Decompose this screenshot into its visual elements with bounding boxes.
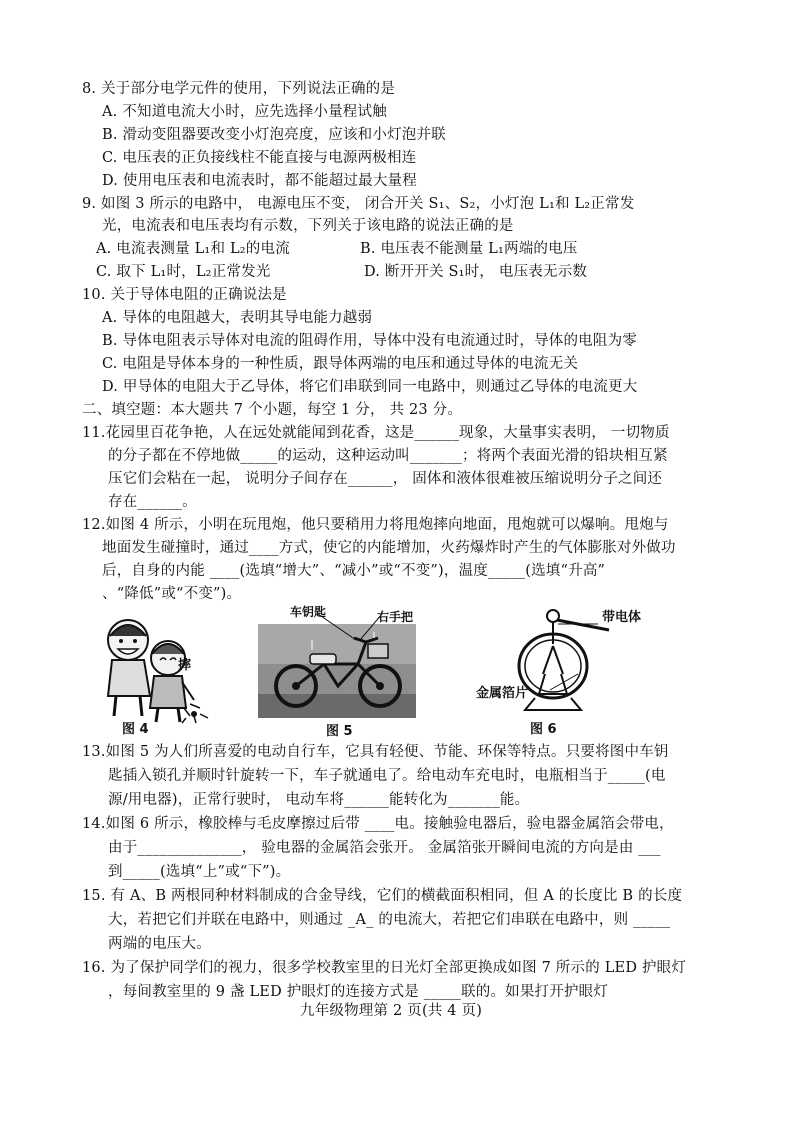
q10-option-b: B. 导体电阻表示导体对电流的阻碍作用，导体中没有电流通过时，导体的电阻为零 xyxy=(102,333,637,349)
figure-4-caption: 图 4 xyxy=(122,722,149,737)
q12-line4: 、“降低”或“不变”)。 xyxy=(102,586,242,602)
q8-option-a: A. 不知道电流大小时，应先选择小量程试触 xyxy=(102,104,387,120)
q9-stem-line1: 9. 如图 3 所示的电路中， 电源电压不变， 闭合开关 S₁、S₂，小灯泡 L₁和 L₂正常发 xyxy=(82,196,635,212)
q14-line1: 14.如图 6 所示，橡胶棒与毛皮摩擦过后带 ____电。接触验电器后，验电器金属箔会带电， xyxy=(82,816,674,832)
q8-option-d: D. 使用电压表和电流表时，都不能超过最大量程 xyxy=(102,173,417,189)
page-footer: 九年级物理第 2 页(共 4 页) xyxy=(300,1003,483,1019)
figure-5-handle-label: 右手把 xyxy=(377,610,414,624)
figure-6-charged-body-label: 带电体 xyxy=(602,610,642,625)
q14-line3: 到_____(选填“上”或“下”)。 xyxy=(108,864,291,880)
q9-option-d: D. 断开开关 S₁时， 电压表无示数 xyxy=(364,264,588,280)
q13-line1: 13.如图 5 为人们所喜爱的电动自行车，它具有轻便、节能、环保等特点。只要将图中车钥 xyxy=(82,744,669,760)
q11-line3: 压它们会粘在一起， 说明分子间存在______， 固体和液体很难被压缩说明分子之间还 xyxy=(108,471,663,487)
q10-stem: 10. 关于导体电阻的正确说法是 xyxy=(82,287,287,303)
q16-line2: ，每间教室里的 9 盏 LED 护眼灯的连接方式是 _____联的。如果打开护眼灯 xyxy=(108,984,609,1000)
figure-6-pointer-lines xyxy=(548,620,604,700)
q10-option-a: A. 导体的电阻越大，表明其导电能力越弱 xyxy=(102,310,373,326)
section-heading: 二、填空题：本大题共 7 个小题，每空 1 分， 共 23 分。 xyxy=(82,402,463,418)
q11-line4: 存在______。 xyxy=(108,494,197,510)
q15-line3: 两端的电压大。 xyxy=(108,936,211,952)
q13-line2: 匙插入锁孔并顺时针旋转一下，车子就通电了。给电动车充电时，电瓶相当于_____(电 xyxy=(108,768,666,784)
q8-option-c: C. 电压表的正负接线柱不能直接与电源两极相连 xyxy=(102,150,417,166)
figure-5-key-label: 车钥匙 xyxy=(290,605,327,619)
q16-line1: 16. 为了保护同学们的视力，很多学校教室里的日光灯全部更换成如图 7 所示的 LED 护眼灯 xyxy=(82,960,687,976)
q15-line2: 大，若把它们并联在电路中，则通过 _A_ 的电流大，若把它们串联在电路中，则 _____ xyxy=(108,912,671,928)
q11-line2: 的分子都在不停地做_____的运动，这种运动叫_______；将两个表面光滑的铅块相互紧 xyxy=(108,448,668,464)
q12-line1: 12.如图 4 所示，小明在玩甩炮，他只要稍用力将甩炮摔向地面，甩炮就可以爆响。甩炮与 xyxy=(82,517,669,533)
q9-option-a: A. 电流表测量 L₁和 L₂的电流 xyxy=(96,241,290,257)
q12-line2: 地面发生碰撞时，通过____方式，使它的内能增加，火药爆炸时产生的气体膨胀对外做功 xyxy=(102,540,676,556)
q9-option-b: B. 电压表不能测量 L₁两端的电压 xyxy=(360,241,578,257)
figure-4-illustration xyxy=(100,612,220,724)
q15-line1: 15. 有 A、B 两根同种材料制成的合金导线，它们的横截面积相同，但 A 的长度比 B 的长度 xyxy=(82,888,683,904)
q10-option-d: D. 甲导体的电阻大于乙导体，将它们串联到同一电路中，则通过乙导体的电流更大 xyxy=(102,379,638,395)
q8-option-b: B. 滑动变阻器要改变小灯泡亮度，应该和小灯泡并联 xyxy=(102,127,446,143)
q11-line1: 11.花园里百花争艳，人在远处就能闻到花香，这是______现象，大量事实表明， 一切物质 xyxy=(82,425,670,441)
q10-option-c: C. 电阻是导体本身的一种性质，跟导体两端的电压和通过导体的电流无关 xyxy=(102,356,579,372)
q9-stem-line2: 光，电流表和电压表均有示数，下列关于该电路的说法正确的是 xyxy=(102,218,514,234)
q12-line3: 后，自身的内能 ____(选填“增大”、“减小”或“不变”)，温度_____(选填“升高” xyxy=(102,563,606,579)
q8-stem: 8. 关于部分电学元件的使用，下列说法正确的是 xyxy=(82,81,396,97)
q13-line3: 源/用电器)，正常行驶时， 电动车将______能转化为_______能。 xyxy=(108,792,530,808)
figure-6-foil-label: 金属箔片 xyxy=(476,686,529,701)
figure-5-caption: 图 5 xyxy=(326,724,353,739)
q9-option-c: C. 取下 L₁时，L₂正常发光 xyxy=(96,264,271,280)
figure-6-caption: 图 6 xyxy=(530,722,557,737)
figure-4-action-label: 摔 xyxy=(178,658,192,673)
q14-line2: 由于______________， 验电器的金属箔会张开。 金属箔张开瞬间电流的方向是由 ___ xyxy=(108,840,661,856)
